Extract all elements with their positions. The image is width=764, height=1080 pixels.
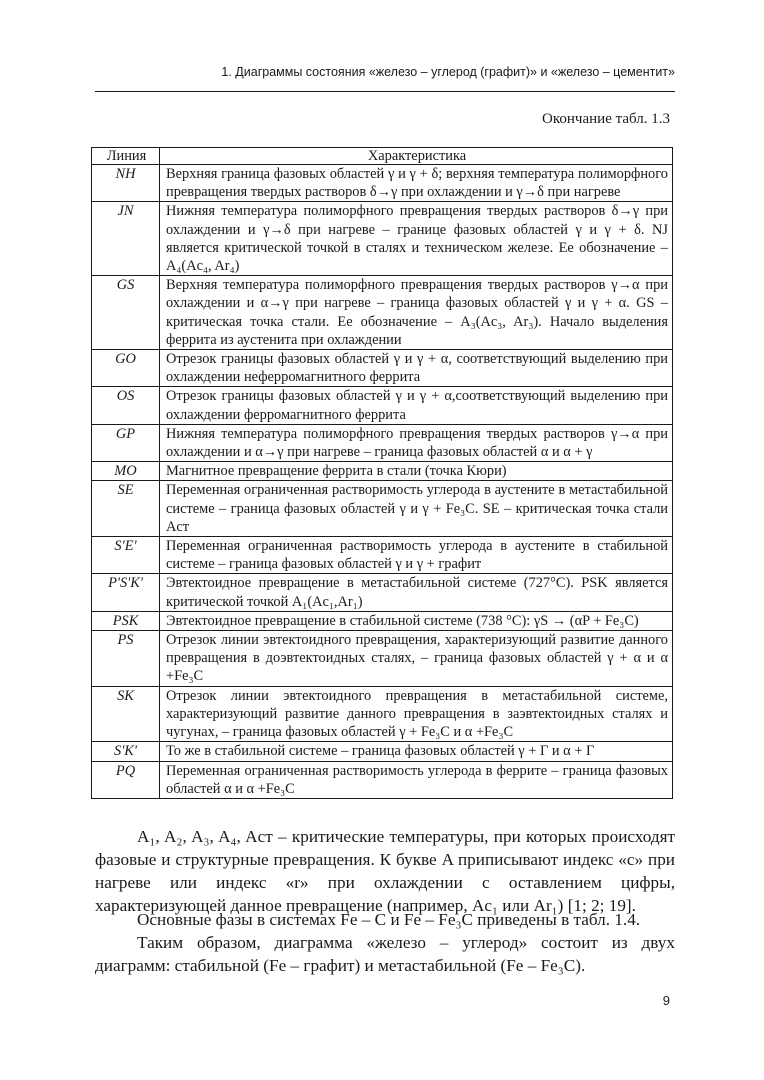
line-characteristic: Верхняя температура полиморфного превращения твердых растворов γ→α при охлаждении и α→γ при нагреве – граница фазовых областей γ и γ + α. GS – критическая точка стали. Ее обозначение – A₃(Ac₃, Ar₃). Начало выделения феррита из аустенита при охлаждении [160,276,673,350]
header-line: Линия [92,148,160,165]
line-name: PQ [92,761,160,798]
running-head: 1. Диаграммы состояния «железо – углерод (графит)» и «железо – цементит» [221,65,675,79]
table-row [92,462,673,481]
line-name: NH [92,165,160,202]
line-name: MO [92,462,160,481]
page-number: 9 [662,993,670,1008]
line-name: GS [92,276,160,350]
line-name: PS [92,631,160,687]
line-characteristic: Отрезок линии эвтектоидного превращения, характеризующий развитие данного превращения в доэвтектоидных сталях, – граница фазовых областей γ + α и α +Fe₃C [160,631,673,687]
line-characteristic: Переменная ограниченная растворимость углерода в аустените в стабильной системе – граница фазовых областей γ и γ + графит [160,537,673,574]
line-characteristic: Верхняя граница фазовых областей γ и γ + δ; верхняя температура полиморфного превращения твердых растворов δ→γ при охлаждении и γ→δ при нагреве [160,165,673,202]
table-row [92,686,673,742]
table-row [92,611,673,630]
table-row [92,574,673,611]
body-paragraph-conclusion: Таким образом, диаграмма «железо – углерод» состоит из двух диаграмм: стабильной (Fe – графит) и метастабильной (Fe – Fe₃C). [95,933,675,975]
table-row [92,537,673,574]
line-name: S'E' [92,537,160,574]
line-name: GP [92,424,160,461]
line-characteristic: То же в стабильной системе – граница фазовых областей γ + Г и α + Г [160,742,673,761]
line-name: OS [92,387,160,424]
table-header-row [92,148,673,165]
line-name: S'K' [92,742,160,761]
body-paragraph-critical-temperatures: A₁, A₂, A₃, A₄, Aст – критические температуры, при которых происходят фазовые и структурные превращения. К букве A приписывают индекс «c» при нагреве или индекс «r» при охлаждении с оставлением цифры, характеризующей данное превращение (например, Ac₁ или Ar₁) [1; 2; 19]. [95,827,675,915]
line-characteristic: Эвтектоидное превращение в метастабильной системе (727°C). PSK является критической точкой A₁(Ac₁,Ar₁) [160,574,673,611]
line-characteristic: Эвтектоидное превращение в стабильной системе (738 °C): γS → (αP + Fe₃C) [160,611,673,630]
line-name: GO [92,350,160,387]
header-rule [95,91,675,92]
line-characteristic: Отрезок границы фазовых областей γ и γ + α, соответствующий выделению при охлаждении неферромагнитного феррита [160,350,673,387]
table-row [92,165,673,202]
line-characteristic: Отрезок границы фазовых областей γ и γ + α,соответствующий выделению при охлаждении ферромагнитного феррита [160,387,673,424]
table-row [92,424,673,461]
line-name: JN [92,202,160,276]
phase-lines-table [91,147,673,799]
table-row [92,761,673,798]
line-characteristic: Нижняя температура полиморфного превращения твердых растворов γ→α при охлаждении и α→γ при нагреве – граница фазовых областей α и α + γ [160,424,673,461]
body-paragraph-main-phases: Основные фазы в системах Fe – C и Fe – Fe₃C приведены в табл. 1.4. [137,910,641,929]
line-name: SE [92,481,160,537]
line-name: PSK [92,611,160,630]
table-row [92,202,673,276]
line-name: P'S'K' [92,574,160,611]
table-row [92,631,673,687]
line-characteristic: Переменная ограниченная растворимость углерода в феррите – граница фазовых областей α и α +Fe₃C [160,761,673,798]
table-row [92,387,673,424]
line-name: SK [92,686,160,742]
line-characteristic: Нижняя температура полиморфного превращения твердых растворов δ→γ при охлаждении и γ→δ при нагреве – границе фазовых областей γ и γ + δ. NJ является критической точкой в сталях и техническом железе. Ее обозначение –A₄(Ac₄, Ar₄) [160,202,673,276]
table-row [92,742,673,761]
table-caption: Окончание табл. 1.3 [542,111,670,127]
line-characteristic: Отрезок линии эвтектоидного превращения в метастабильной системе, характеризующий развитие данного превращения в заэвтектоидных сталях и чугунах, – граница фазовых областей γ + Fe₃C и α +Fe₃C [160,686,673,742]
line-characteristic: Магнитное превращение феррита в стали (точка Кюри) [160,462,673,481]
table-row [92,276,673,350]
header-characteristic: Характеристика [160,148,673,165]
line-characteristic: Переменная ограниченная растворимость углерода в аустените в метастабильной системе – граница фазовых областей γ и γ + Fe₃C. SE – критическая точка стали Aст [160,481,673,537]
table-row [92,350,673,387]
table-row [92,481,673,537]
